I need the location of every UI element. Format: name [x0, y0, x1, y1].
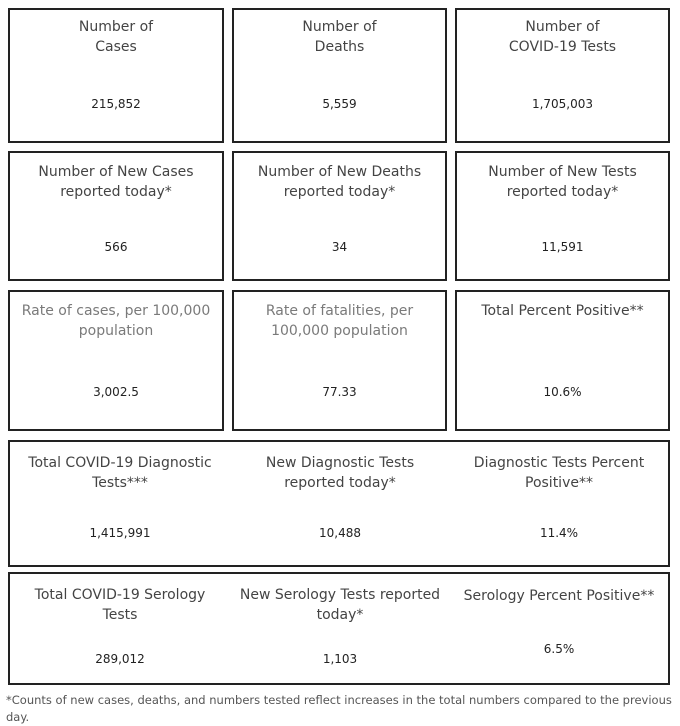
card-label: Number of New Tests reported today* — [488, 164, 637, 200]
diagnostic-new-label: New Diagnostic Tests reported today* — [265, 455, 415, 491]
card-value: 11,591 — [541, 240, 584, 254]
serology-percent — [450, 574, 668, 683]
serology-new-value: 1,103 — [322, 652, 358, 666]
card-value: 77.33 — [322, 385, 357, 399]
serology-percent-label: Serology Percent Positive** — [463, 588, 655, 604]
card-label: Number of Cases — [78, 19, 154, 55]
serology-percent-value: 6.5% — [543, 642, 575, 656]
card-value: 10.6% — [543, 385, 582, 399]
card-new-cases — [8, 151, 224, 281]
diagnostic-total-label: Total COVID-19 Diagnostic Tests*** — [28, 455, 212, 491]
card-label: Total Percent Positive** — [481, 303, 644, 319]
diagnostic-percent — [450, 442, 668, 565]
diagnostic-percent-value: 11.4% — [539, 526, 579, 540]
diagnostic-percent-label: Diagnostic Tests Percent Positive** — [473, 455, 645, 491]
card-new-deaths — [232, 151, 447, 281]
card-value: 1,705,003 — [531, 97, 594, 111]
card-value: 566 — [104, 240, 128, 254]
card-value: 5,559 — [322, 97, 357, 111]
serology-panel — [8, 572, 670, 685]
card-value: 215,852 — [91, 97, 141, 111]
diagnostic-new-value: 10,488 — [319, 526, 361, 540]
card-label: Number of Deaths — [302, 19, 377, 55]
serology-total — [10, 574, 230, 683]
card-label: Number of COVID-19 Tests — [508, 19, 617, 55]
serology-total-value: 289,012 — [95, 652, 145, 666]
card-rate-of-cases — [8, 290, 224, 431]
diagnostic-total-value: 1,415,991 — [89, 526, 151, 540]
diagnostic-new — [230, 442, 450, 565]
card-rate-of-fatalities — [232, 290, 447, 431]
card-value: 3,002.5 — [93, 385, 139, 399]
card-number-of-tests — [455, 8, 670, 143]
card-label: Rate of cases, per 100,000 population — [21, 303, 211, 339]
card-new-tests — [455, 151, 670, 281]
serology-new — [230, 574, 450, 683]
serology-total-label: Total COVID-19 Serology Tests — [34, 587, 206, 623]
diagnostic-total — [10, 442, 230, 565]
footnote: *Counts of new cases, deaths, and numbers tested reflect increases in the total numbers compared to the previous day. — [6, 693, 672, 724]
card-number-of-deaths — [232, 8, 447, 143]
diagnostic-panel — [8, 440, 670, 567]
card-label: Number of New Cases reported today* — [38, 164, 194, 200]
card-value: 34 — [331, 240, 348, 254]
card-number-of-cases — [8, 8, 224, 143]
card-label: Rate of fatalities, per 100,000 population — [265, 303, 414, 339]
serology-new-label: New Serology Tests reported today* — [239, 587, 441, 623]
card-label: Number of New Deaths reported today* — [257, 164, 422, 200]
card-total-percent-positive — [455, 290, 670, 431]
